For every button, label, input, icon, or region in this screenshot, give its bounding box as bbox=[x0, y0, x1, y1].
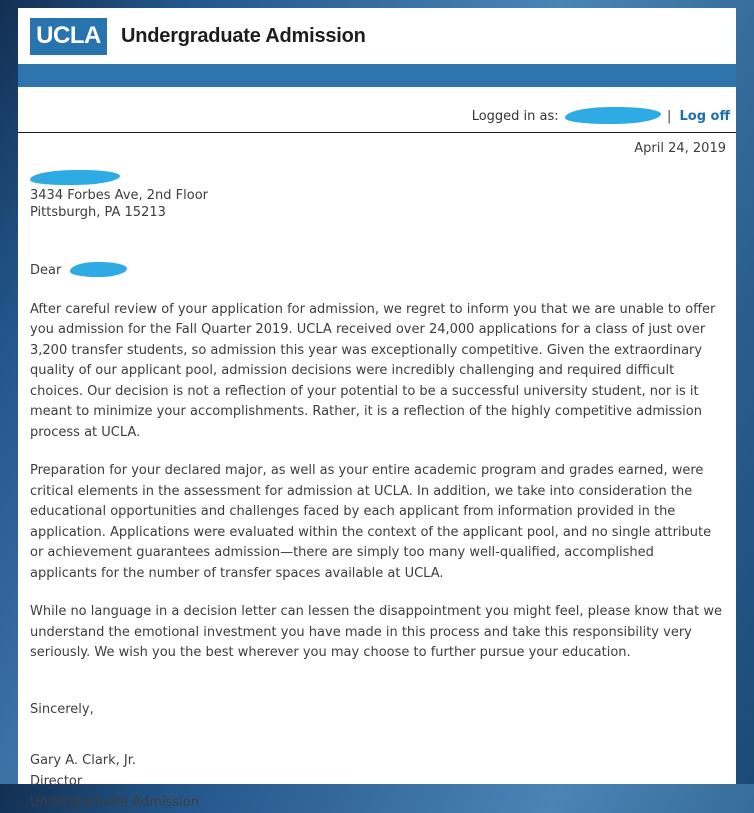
page-container bbox=[18, 8, 736, 810]
redacted-name-scribble bbox=[30, 169, 120, 186]
signature-title: Director bbox=[30, 774, 83, 789]
page-background bbox=[0, 8, 754, 810]
login-separator: | bbox=[666, 109, 672, 124]
site-title: Undergraduate Admission bbox=[121, 24, 366, 47]
address-line-1: 3434 Forbes Ave, 2nd Floor bbox=[30, 188, 209, 203]
logged-in-label: Logged in as: bbox=[471, 109, 559, 124]
login-bar bbox=[18, 108, 736, 133]
ucla-logo-text: UCLA bbox=[36, 22, 101, 49]
recipient-address-block bbox=[30, 170, 724, 221]
redacted-username-scribble bbox=[565, 106, 661, 124]
header-band bbox=[18, 64, 736, 87]
address-line-2: Pittsburgh, PA 15213 bbox=[30, 204, 166, 220]
paragraph-3: While no language in a decision letter can lessen the disappointment you might feel, please know that we understand the emotional investment you have made in this process and take this responsibility very seriously. We wish you the best wherever you may choose to further pursue your education. bbox=[30, 604, 722, 660]
paragraph-1: After careful review of your application for admission, we regret to inform you that we are unable to offer you admission for the Fall Quarter 2019. UCLA received over 24,000 applications for a class of just over 3,200 transfer students, so admission this year was exceptionally competitive. Given the extraordinary quality of our applicant pool, admission decisions were incredibly challenging and required difficult choices. Our decision is not a reflection of your potential to be a successful university student, nor is it meant to minimize your accomplishments. Rather, it is a reflection of the highly competitive admission process at UCLA. bbox=[30, 301, 716, 440]
letter-body bbox=[18, 170, 736, 813]
salutation bbox=[30, 261, 724, 282]
letter-date: April 24, 2019 bbox=[634, 141, 726, 156]
site-header bbox=[18, 8, 736, 64]
salutation-prefix: Dear bbox=[30, 263, 62, 278]
redacted-recipient-name bbox=[30, 170, 724, 188]
log-off-link[interactable]: Log off bbox=[679, 109, 730, 124]
signature-block bbox=[30, 750, 724, 813]
paragraph-2: Preparation for your declared major, as well as your entire academic program and grades earned, were critical elements in the assessment for admission at UCLA. In addition, we take into consideration the educational opportunities and challenges faced by each applicant from information provided in the application. Applications were evaluated within the context of the applicant pool, and no single attribute or achievement guarantees admission—there are simply too many well-qualified, accomplished applicants for the number of transfer spaces available at UCLA. bbox=[30, 463, 712, 581]
signature-name: Gary A. Clark, Jr. bbox=[30, 753, 137, 768]
ucla-logo[interactable] bbox=[30, 18, 107, 55]
closing: Sincerely, bbox=[30, 701, 94, 717]
signature-org: Undergraduate Admission bbox=[30, 795, 199, 810]
redacted-salutation-scribble bbox=[70, 262, 127, 278]
